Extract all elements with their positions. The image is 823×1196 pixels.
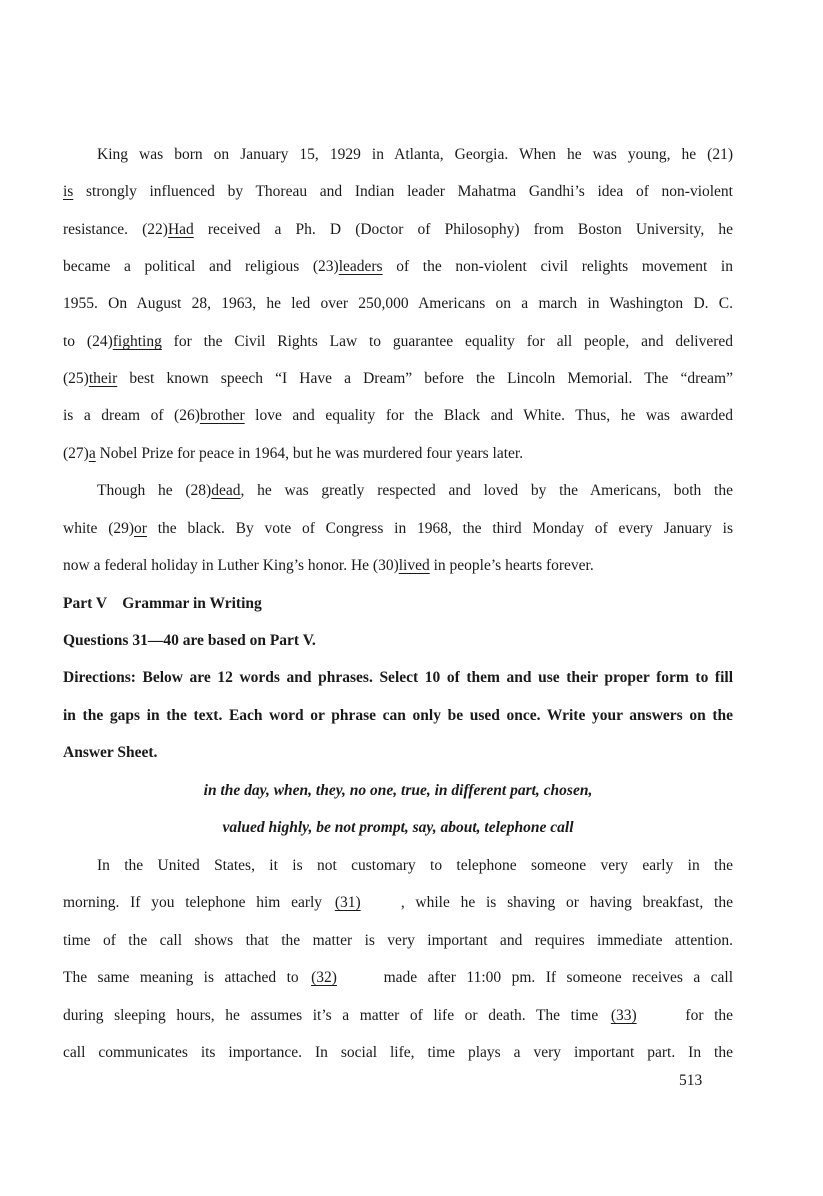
text-span: in people’s hearts forever. xyxy=(429,557,594,574)
answer-21: is xyxy=(63,183,74,200)
answer-29: or xyxy=(134,520,147,537)
text-span: during sleeping hours, he assumes it’s a matter of life or death. The time xyxy=(63,1007,599,1024)
paragraph-1-line-4 xyxy=(63,257,733,277)
text-span: (27) xyxy=(63,445,89,462)
text-span: In the United States, it is not customary to telephone someone very early in the xyxy=(97,857,733,874)
text-span: is a dream of (26) xyxy=(63,407,200,424)
answer-23: leaders xyxy=(338,258,383,275)
word-bank-line-1: in the day, when, they, no one, true, in different part, chosen, xyxy=(203,782,593,799)
answer-30: lived xyxy=(398,557,430,574)
text-span: 1955. On August 28, 1963, he led over 250,000 Americans on a march in Washington D. C. xyxy=(63,295,733,312)
word-bank-line-2: valued highly, be not prompt, say, about, telephone call xyxy=(222,819,574,836)
text-span: , he was greatly respected and loved by the Americans, both the xyxy=(240,482,733,499)
paragraph-3-line-2 xyxy=(63,893,733,913)
answer-22: Had xyxy=(167,221,194,238)
directions-line-3: Answer Sheet. xyxy=(63,744,158,761)
paragraph-2-line-3 xyxy=(63,556,733,576)
text-span: Nobel Prize for peace in 1964, but he was murdered four years later. xyxy=(95,445,524,462)
paragraph-2-line-2 xyxy=(63,519,733,539)
paragraph-1-line-8 xyxy=(63,406,733,426)
text-span: resistance. (22) xyxy=(63,221,168,238)
paragraph-2-line-1 xyxy=(97,481,733,501)
text-span: now a federal holiday in Luther King’s honor. He (30) xyxy=(63,557,399,574)
text-span: strongly influenced by Thoreau and Indian leader Mahatma Gandhi’s idea of non-violent xyxy=(73,183,733,200)
text-span: call communicates its importance. In social life, time plays a very important part. In the xyxy=(63,1044,733,1061)
text-span: the black. By vote of Congress in 1968, the third Monday of every January is xyxy=(146,520,734,537)
paragraph-1-line-1 xyxy=(97,145,733,165)
questions-line: Questions 31—40 are based on Part V. xyxy=(63,632,316,649)
text-span: white (29) xyxy=(63,520,135,537)
answer-26: brother xyxy=(199,407,245,424)
paragraph-3-line-4 xyxy=(63,968,733,988)
text-span: time of the call shows that the matter is very important and requires immediate attention. xyxy=(63,932,733,949)
answer-27: a xyxy=(88,445,96,462)
text-span: King was born on January 15, 1929 in Atlanta, Georgia. When he was young, he (21) xyxy=(97,146,733,163)
page-number: 513 xyxy=(679,1072,703,1089)
answer-24: fighting xyxy=(112,333,162,350)
text-span: The same meaning is attached to xyxy=(63,969,299,986)
text-span: morning. If you telephone him early xyxy=(63,894,323,911)
paragraph-1-line-5 xyxy=(63,294,733,314)
text-span: , while he is shaving or having breakfast, the xyxy=(400,894,733,911)
paragraph-1-line-9 xyxy=(63,444,733,464)
text-span: for the xyxy=(685,1007,734,1024)
paragraph-3-line-1 xyxy=(97,856,733,876)
text-span: to (24) xyxy=(63,333,113,350)
paragraph-3-line-5 xyxy=(63,1006,733,1026)
text-span: best known speech “I Have a Dream” before the Lincoln Memorial. The “dream” xyxy=(117,370,733,387)
text-span: received a Ph. D (Doctor of Philosophy) from Boston University, he xyxy=(193,221,733,238)
paragraph-1-line-7 xyxy=(63,369,733,389)
text-span: of the non-violent civil relights movement in xyxy=(382,258,733,275)
paragraph-1-line-3 xyxy=(63,220,733,240)
answer-28: dead xyxy=(211,482,241,499)
text-span: for the Civil Rights Law to guarantee equality for all people, and delivered xyxy=(161,333,733,350)
blank-33: (33) xyxy=(610,1007,637,1024)
text-span: made after 11:00 pm. If someone receives a call xyxy=(383,969,734,986)
text-span: (25) xyxy=(63,370,89,387)
paragraph-3-line-3 xyxy=(63,931,733,951)
part-heading: Part V Grammar in Writing xyxy=(63,595,262,612)
paragraph-1-line-6 xyxy=(63,332,733,352)
text-span: became a political and religious (23) xyxy=(63,258,339,275)
paragraph-3-line-6 xyxy=(63,1043,733,1063)
text-span: Though he (28) xyxy=(97,482,212,499)
blank-32: (32) xyxy=(311,969,337,986)
answer-25: their xyxy=(88,370,118,387)
blank-31: (31) xyxy=(334,894,361,911)
paragraph-1-line-2 xyxy=(63,182,733,202)
text-span: love and equality for the Black and White. Thus, he was awarded xyxy=(244,407,734,424)
directions-line-1: Directions: Below are 12 words and phrases. Select 10 of them and use their proper form to fill xyxy=(63,669,733,686)
directions-line-2: in the gaps in the text. Each word or phrase can only be used once. Write your answers on the xyxy=(63,707,733,724)
